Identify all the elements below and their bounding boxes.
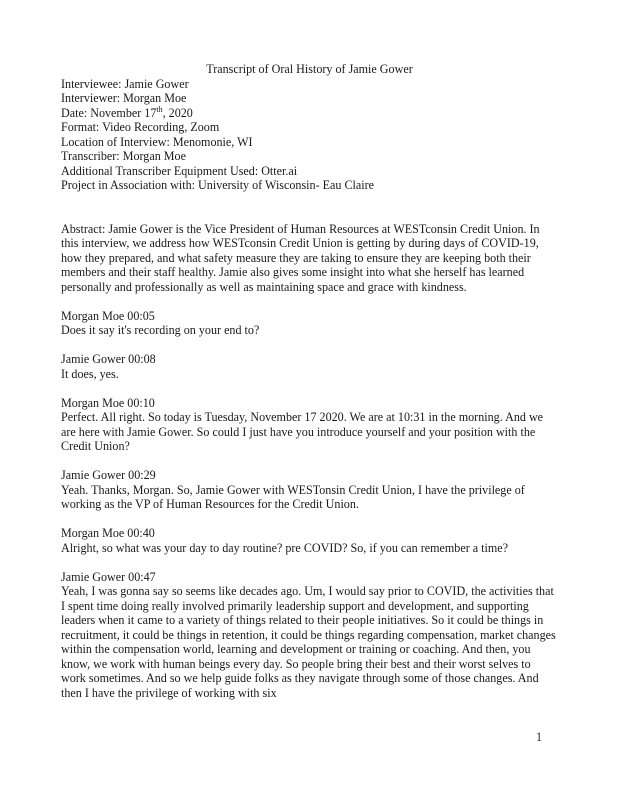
transcript-section [61, 309, 558, 701]
speaker-name: Morgan Moe [61, 395, 125, 410]
timestamp: 00:10 [124, 395, 155, 410]
metadata-line: Transcriber: Morgan Moe [61, 149, 186, 163]
speaker-line [61, 526, 558, 541]
speaker-line [61, 352, 558, 367]
speaker-name: Morgan Moe [61, 308, 125, 323]
timestamp: 00:05 [124, 308, 155, 323]
speaker-name: Jamie Gower [61, 468, 126, 482]
entry-text: Perfect. All right. So today is Tuesday, November 17 2020. We are at 10:31 in the morning. And we are here with Jamie Gower. So could I just have you introduce yourself and your position with the Credit Union? [61, 410, 544, 453]
entry-text: Yeah. Thanks, Morgan. So, Jamie Gower with WESTonsin Credit Union, I have the privilege of working as the VP of Human Resources for the Credit Union. [61, 482, 525, 511]
speaker-line [61, 309, 558, 324]
speaker-name: Morgan Moe [61, 526, 125, 540]
speaker-name: Jamie Gower [61, 569, 126, 584]
timestamp: 00:08 [125, 352, 156, 366]
metadata-line: Format: Video Recording, Zoom [61, 120, 220, 134]
metadata-line: Interviewer: Morgan Moe [61, 91, 187, 105]
transcript-entry [61, 309, 558, 338]
speaker-name: Jamie Gower [61, 352, 126, 366]
entry-text: Alright, so what was your day to day routine? pre COVID? So, if you can remember a time? [61, 540, 509, 555]
timestamp: 00:40 [124, 526, 155, 540]
transcript-entry [61, 526, 558, 555]
metadata-line: Date: November 17th, 2020 [61, 104, 193, 120]
transcript-entry [61, 352, 558, 381]
transcript-entry [61, 396, 558, 454]
entry-text: Yeah, I was gonna say so seems like decades ago. Um, I would say prior to COVID, the activities that I spent time doing really involved primarily leadership support and development, and supporting leaders when it came to a variety of things related to their people initiatives. So it could be things in recruitment, it could be things in retention, it could be things regarding compensation, market changes within the compensation world, learning and development or training or coaching. And then, you know, we work with human beings every day. So people bring their best and their worst selves to work sometimes. And so we help guide folks as they navigate through some of those changes. And then I have the privilege of working with six [61, 584, 556, 700]
timestamp: 00:47 [125, 569, 156, 584]
transcript-entry [61, 570, 558, 701]
metadata-line: Project in Association with: University of Wisconsin- Eau Claire [61, 178, 375, 192]
metadata-line: Location of Interview: Menomonie, WI [61, 134, 253, 149]
page-title: Transcript of Oral History of Jamie Gower [206, 62, 413, 76]
page-number: 1 [536, 730, 543, 744]
speaker-line [61, 396, 558, 411]
entry-text: It does, yes. [61, 366, 119, 381]
speaker-line [61, 468, 558, 483]
transcript-entry [61, 468, 558, 512]
metadata-line: Interviewee: Jamie Gower [61, 76, 189, 91]
entry-text: Does it say it's recording on your end to? [61, 323, 260, 337]
speaker-line [61, 570, 558, 585]
document-content [61, 62, 558, 700]
metadata-section [61, 77, 558, 193]
abstract-paragraph: Abstract: Jamie Gower is the Vice President of Human Resources at WESTconsin Credit Union. In this interview, we address how WESTconsin Credit Union is getting by during days of COVID-19, how they prepared, and what safety measure they are taking to ensure they are keeping both their members and their staff healthy. Jamie also gives some insight into what she herself has learned personally and professionally as well as maintaining space and grace with kindness. [61, 221, 540, 294]
metadata-line: Additional Transcriber Equipment Used: Otter.ai [61, 163, 298, 178]
timestamp: 00:29 [125, 468, 156, 482]
